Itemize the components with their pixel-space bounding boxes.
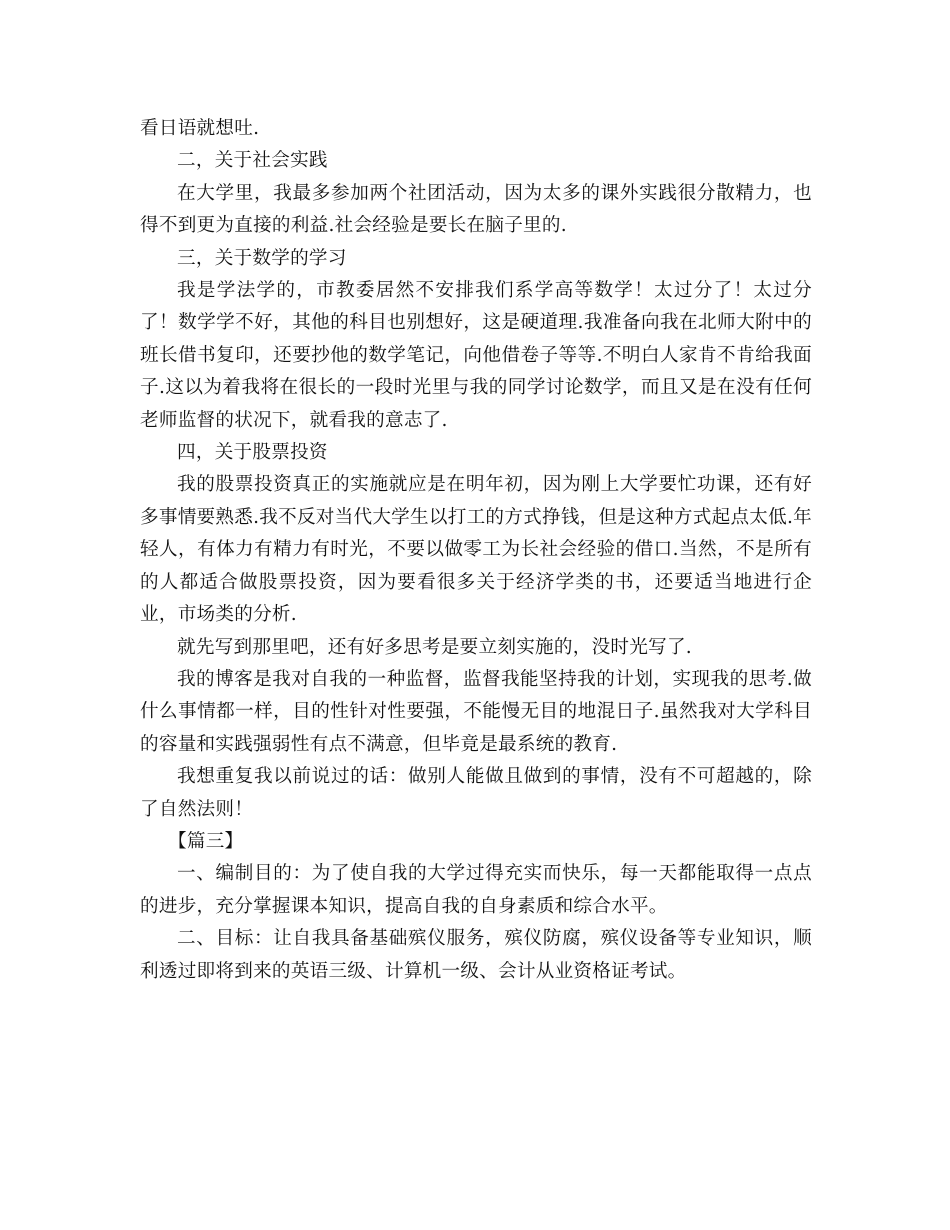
paragraph: 我是学法学的，市教委居然不安排我们系学高等数学！太过分了！太过分了！数学学不好，其他的科目也别想好，这是硬道理.我准备向我在北师大附中的班长借书复印，还要抄他的数学笔记，向他借卷子等等.不明白人家肯不肯给我面子.这以为着我将在很长的一段时光里与我的同学讨论数学，而且又是在没有任何老师监督的状况下，就看我的意志了. — [140, 280, 812, 431]
paragraph: 我的博客是我对自我的一种监督，监督我能坚持我的计划，实现我的思考.做什么事情都一样，目的性针对性要强，不能慢无目的地混日子.虽然我对大学科目的容量和实践强弱性有点不满意，但毕竟是最系统的教育. — [140, 668, 812, 755]
paragraph: 在大学里，我最多参加两个社团活动，因为太多的课外实践很分散精力，也得不到更为直接的利益.社会经验是要长在脑子里的. — [140, 182, 812, 237]
document-body — [140, 113, 812, 988]
section-heading-social-practice: 二，关于社会实践 — [177, 150, 328, 172]
paragraph: 一、编制目的：为了使自我的大学过得充实而快乐，每一天都能取得一点点的进步，充分掌握课本知识，提高自我的自身素质和综合水平。 — [140, 863, 812, 917]
paragraph: 就先写到那里吧，还有好多思考是要立刻实施的，没时光写了. — [177, 636, 692, 658]
section-heading-stocks: 四，关于股票投资 — [177, 442, 328, 464]
section-heading-math: 三，关于数学的学习 — [177, 247, 347, 269]
paragraph: 我的股票投资真正的实施就应是在明年初，因为刚上大学要忙功课，还有好多事情要熟悉.我不反对当代大学生以打工的方式挣钱，但是这种方式起点太低.年轻人，有体力有精力有时光，不要以做零工为长社会经验的借口.当然，不是所有的人都适合做股票投资，因为要看很多关于经济学类的书，还要适当地进行企业，市场类的分析. — [140, 474, 812, 626]
paragraph-continuation: 看日语就想吐. — [140, 118, 260, 139]
paragraph: 我想重复我以前说过的话：做别人能做且做到的事情，没有不可超越的，除了自然法则！ — [140, 766, 812, 820]
paragraph: 二、目标：让自我具备基础殡仪服务，殡仪防腐，殡仪设备等专业知识，顺利透过即将到来的英语三级、计算机一级、会计从业资格证考试。 — [140, 928, 812, 982]
chapter-heading: 【篇三】 — [168, 830, 244, 852]
